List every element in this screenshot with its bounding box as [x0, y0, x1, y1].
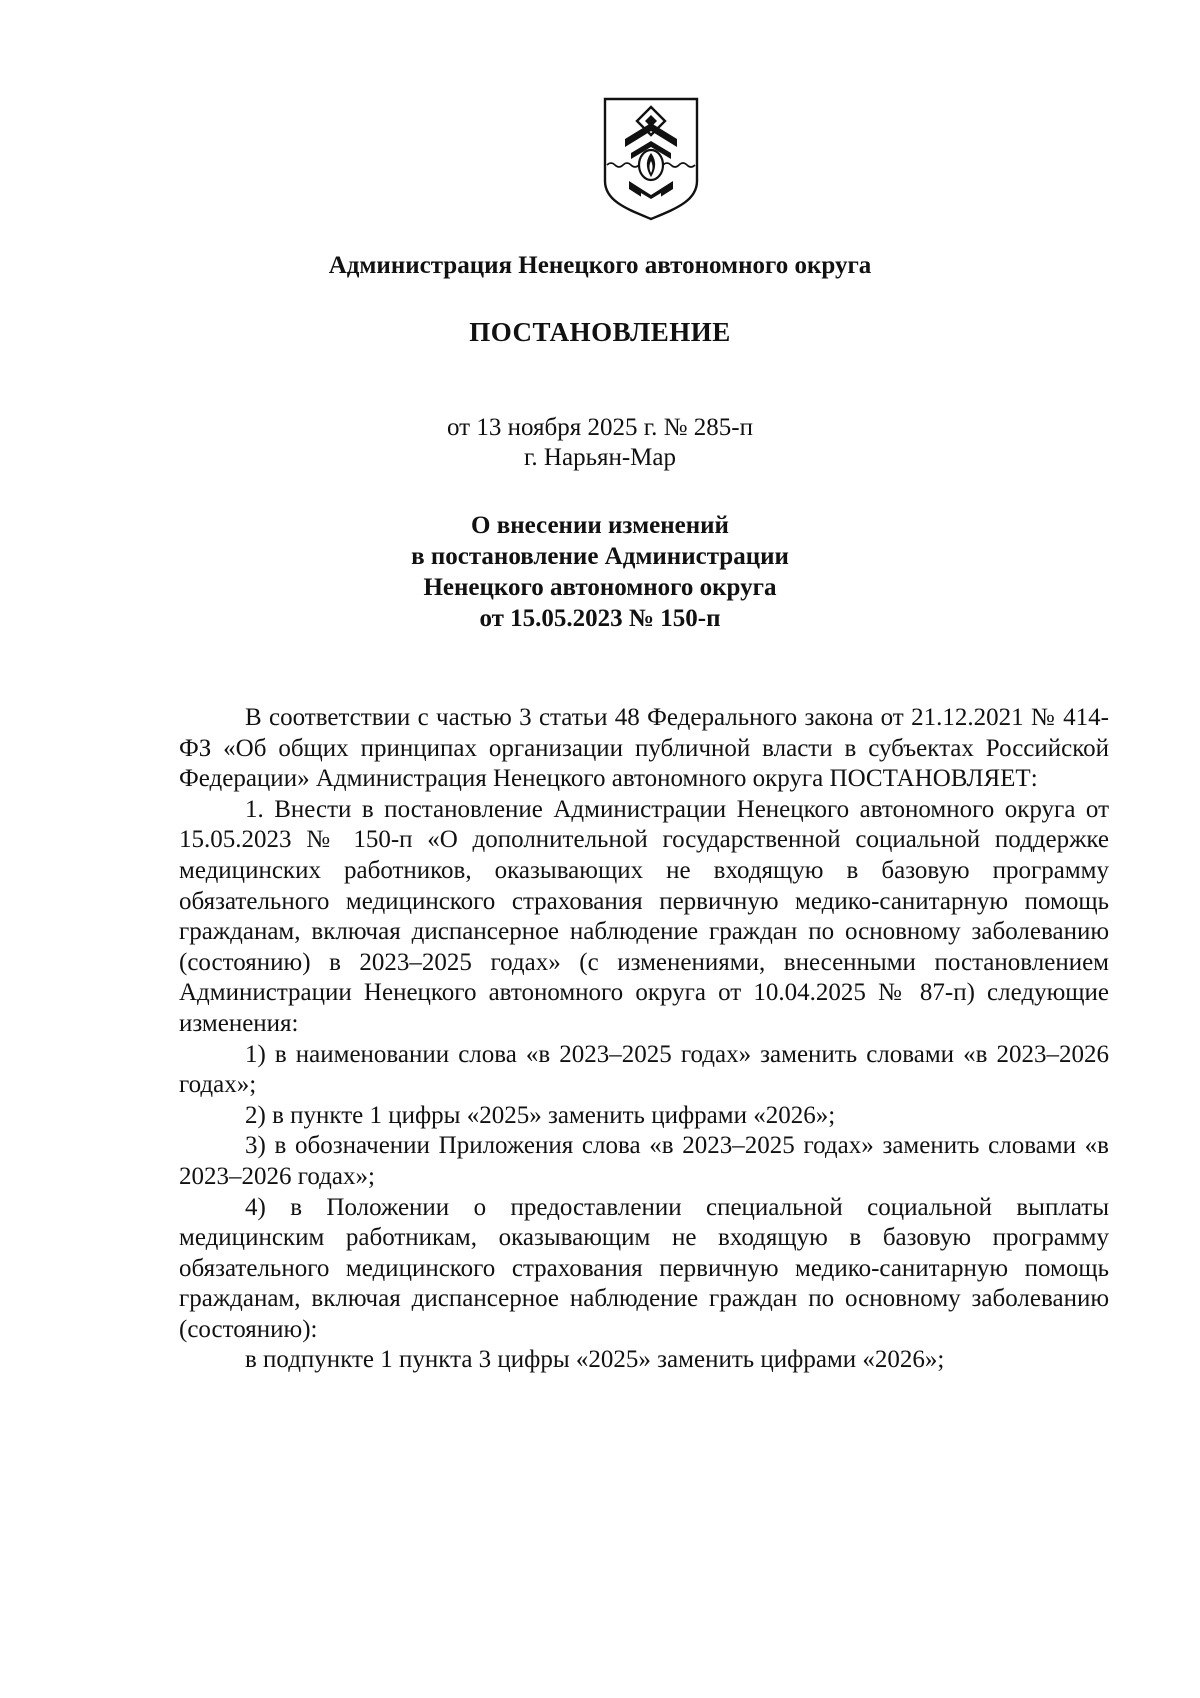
subitem-4-paragraph: 4) в Положении о предоставлении специальной социальной выплаты медицинским работникам, оказывающим не входящую в базовую программу обязательного медицинского страхования первичную медико-санитарную помощь гражданам, включая диспансерное наблюдение граждан по основному заболеванию (состоянию):	[179, 1193, 1109, 1343]
preamble-text: В соответствии с частью 3 статьи 48 Федерального закона от 21.12.2021 № 414-ФЗ «Об общих принципах организации публичной власти в субъектах Российской Федерации» Администрация Ненецкого автономного округа	[179, 704, 1109, 793]
subitem-1-paragraph: 1) в наименовании слова «в 2023–2025 годах» заменить словами «в 2023–2026 годах»;	[179, 1040, 1109, 1099]
title-line-2: в постановление Администрации	[411, 543, 789, 570]
subitem-3-paragraph: 3) в обозначении Приложения слова «в 2023–2025 годах» заменить словами «в 2023–2026 годах»;	[179, 1132, 1109, 1190]
item-1-paragraph: 1. Внести в постановление Администрации Ненецкого автономного округа от 15.05.2023 № 150-п «О дополнительной государственной социальной поддержке медицинских работников, оказывающих не входящую в базовую программу обязательного медицинского страхования первичную медико-санитарную помощь гражданам, включая диспансерное наблюдение граждан по основному заболеванию (состоянию) в 2023–2025 годах» (с изменениями, внесенными постановлением Администрации Ненецкого автономного округа от 10.04.2025 № 87-п) следующие изменения:	[179, 795, 1109, 1037]
subitem-4a-paragraph: в подпункте 1 пункта 3 цифры «2025» заменить цифрами «2026»;	[245, 1346, 945, 1374]
document-body	[179, 703, 1109, 1376]
coat-of-arms-emblem	[601, 95, 701, 225]
title-line-4: от 15.05.2023 № 150-п	[479, 605, 721, 632]
organization-name: Администрация Ненецкого автономного округа	[328, 252, 872, 279]
document-place: г. Нарьян-Мар	[523, 444, 676, 471]
preamble-paragraph	[179, 703, 1109, 795]
document-type: ПОСТАНОВЛЕНИЕ	[469, 317, 731, 347]
decree-word: ПОСТАНОВЛЯЕТ:	[829, 765, 1038, 793]
document-date-number: от 13 ноября 2025 г. № 285-п	[447, 414, 753, 441]
title-line-3: Ненецкого автономного округа	[423, 574, 777, 601]
subitem-2-paragraph: 2) в пункте 1 цифры «2025» заменить цифрами «2026»;	[245, 1101, 836, 1129]
document-title	[180, 510, 1020, 634]
title-line-1: О внесении изменений	[471, 512, 729, 539]
document-date-block	[180, 413, 1020, 473]
